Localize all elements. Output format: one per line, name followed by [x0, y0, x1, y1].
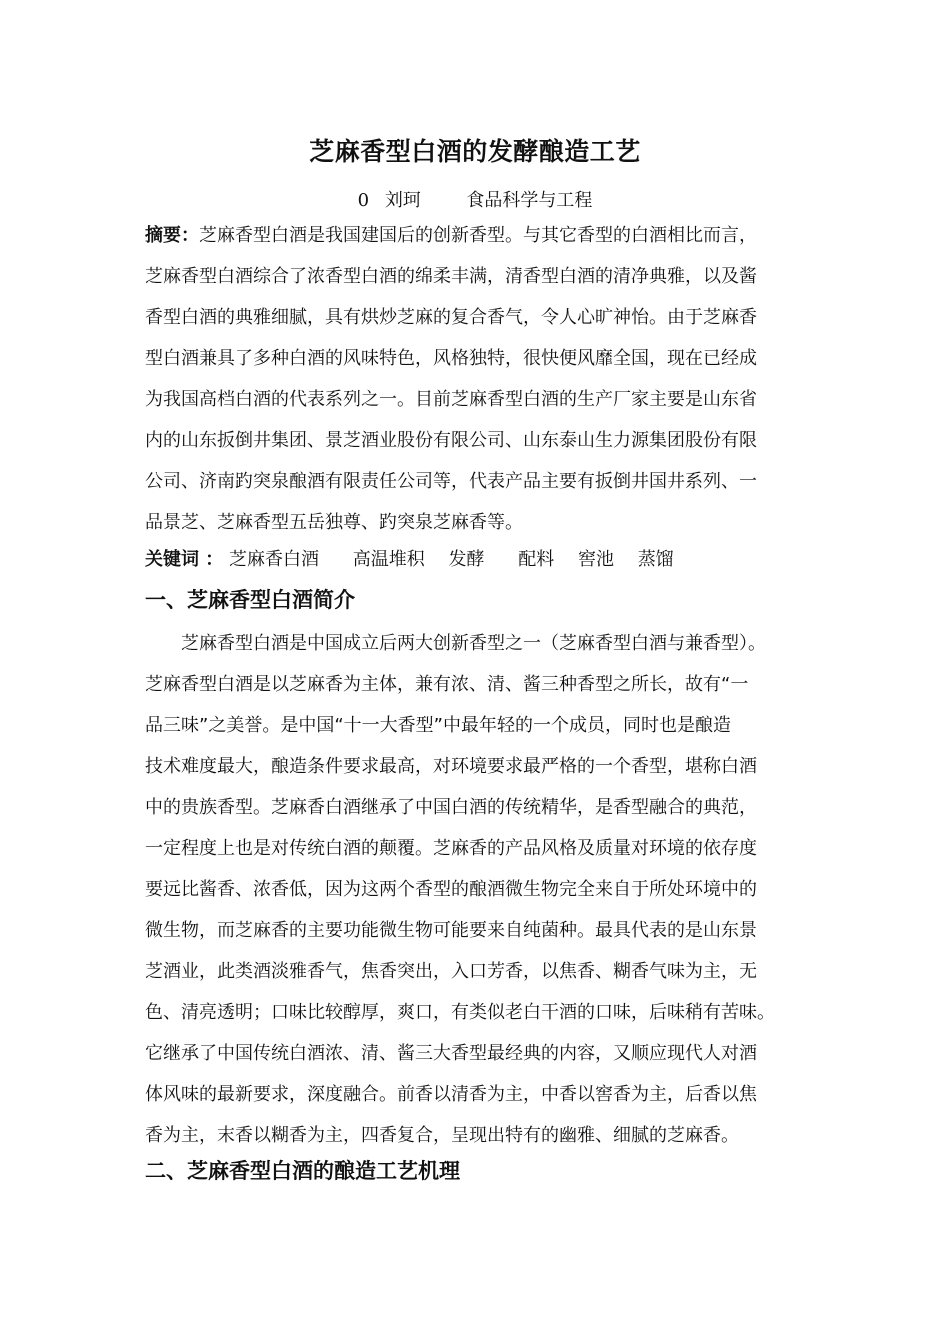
paragraph-line: 要远比酱香、浓香低，因为这两个香型的酿酒微生物完全来自于所处环境中的 [145, 879, 757, 900]
author-line [0, 186, 950, 212]
section-heading: 一、芝麻香型白酒简介 [145, 588, 355, 612]
abstract-line: 香型白酒的典雅细腻，具有烘炒芝麻的复合香气，令人心旷神怡。由于芝麻香 [145, 307, 757, 328]
keyword: 发酵 [448, 549, 485, 570]
keyword: 芝麻香白酒 [229, 549, 320, 570]
keyword: 蒸馏 [637, 549, 674, 570]
keyword: 配料 [518, 549, 555, 570]
keyword: 窖池 [577, 549, 614, 570]
paragraph-line: 技术难度最大，酿造条件要求最高，对环境要求最严格的一个香型，堪称白酒 [145, 756, 757, 777]
paragraph-line: 微生物，而芝麻香的主要功能微生物可能要来自纯菌种。最具代表的是山东景 [145, 920, 757, 941]
keywords-line [145, 545, 692, 575]
section-heading: 二、芝麻香型白酒的酿造工艺机理 [145, 1159, 460, 1183]
author-index: 0 [357, 190, 370, 211]
paragraph-line: 芝酒业，此类酒淡雅香气，焦香突出，入口芳香，以焦香、糊香气味为主，无 [145, 961, 757, 982]
author-major: 食品科学与工程 [466, 190, 593, 211]
abstract-label: 摘要： [145, 225, 199, 246]
paragraph-line: 品三味”之美誉。是中国“十一大香型”中最年轻的一个成员，同时也是酿造 [145, 715, 731, 736]
paragraph-line: 香为主，末香以糊香为主，四香复合，呈现出特有的幽雅、细腻的芝麻香。 [145, 1125, 739, 1146]
abstract-block [145, 215, 825, 543]
paragraph-line: 它继承了中国传统白酒浓、清、酱三大香型最经典的内容，又顺应现代人对酒 [145, 1043, 757, 1064]
abstract-line: 内的山东扳倒井集团、景芝酒业股份有限公司、山东泰山生力源集团股份有限 [145, 430, 757, 451]
abstract-line: 芝麻香型白酒综合了浓香型白酒的绵柔丰满，清香型白酒的清净典雅，以及酱 [145, 266, 757, 287]
paragraph-line: 芝麻香型白酒是以芝麻香为主体，兼有浓、清、酱三种香型之所长，故有“一 [145, 674, 749, 695]
paragraph-line: 色、清亮透明；口味比较醇厚，爽口，有类似老白干酒的口味，后味稍有苦味。 [145, 1002, 775, 1023]
abstract-line: 摘要：芝麻香型白酒是我国建国后的创新香型。与其它香型的白酒相比而言， [145, 225, 757, 246]
abstract-line: 品景芝、芝麻香型五岳独尊、趵突泉芝麻香等。 [145, 512, 523, 533]
section1-body [145, 623, 825, 1156]
abstract-line: 为我国高档白酒的代表系列之一。目前芝麻香型白酒的生产厂家主要是山东省 [145, 389, 757, 410]
document-title: 芝麻香型白酒的发酵酿造工艺 [309, 137, 641, 166]
keyword: 高温堆积 [352, 549, 425, 570]
paragraph-line: 一定程度上也是对传统白酒的颠覆。芝麻香的产品风格及质量对环境的依存度 [145, 838, 757, 859]
abstract-line: 公司、济南趵突泉酿酒有限责任公司等，代表产品主要有扳倒井国井系列、一 [145, 471, 757, 492]
abstract-line: 型白酒兼具了多种白酒的风味特色，风格独特，很快便风靡全国，现在已经成 [145, 348, 757, 369]
paragraph-line: 中的贵族香型。芝麻香白酒继承了中国白酒的传统精华，是香型融合的典范， [145, 797, 757, 818]
paragraph-line: 体风味的最新要求，深度融合。前香以清香为主，中香以窖香为主，后香以焦 [145, 1084, 757, 1105]
author-name: 刘珂 [384, 190, 421, 211]
keywords-label: 关键词 ： [145, 549, 224, 570]
paragraph-line: 芝麻香型白酒是中国成立后两大创新香型之一（芝麻香型白酒与兼香型）。 [181, 633, 766, 654]
